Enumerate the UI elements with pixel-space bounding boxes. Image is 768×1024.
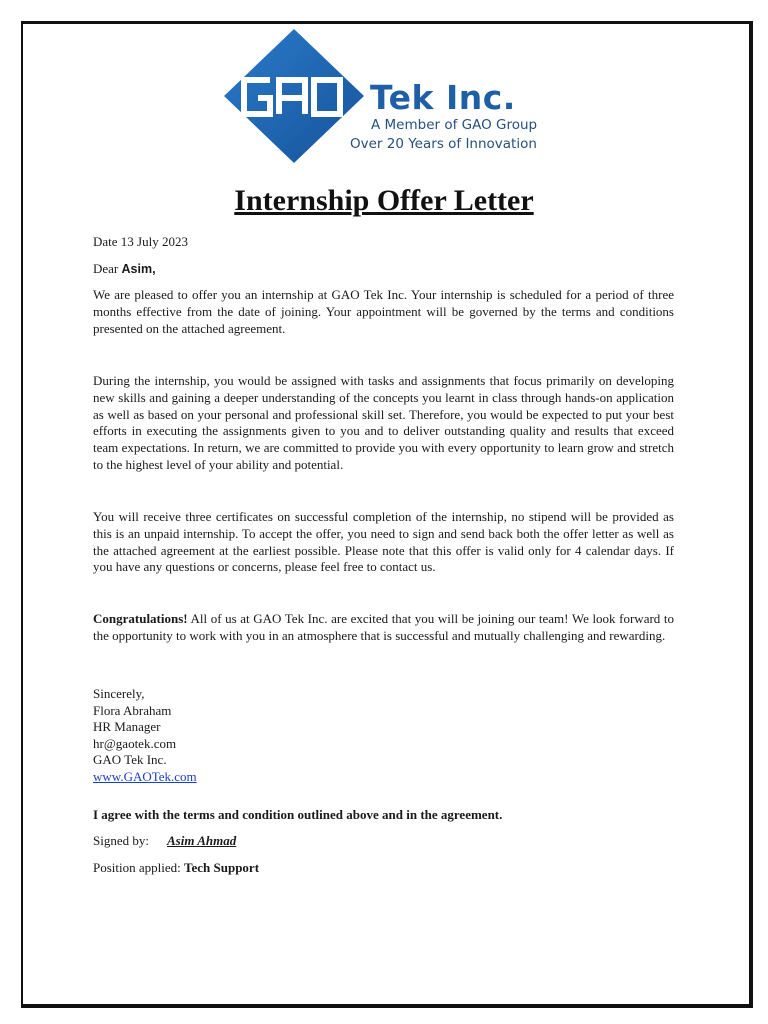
logo-tagline-member: A Member of GAO Group — [371, 117, 538, 133]
position-label: Position applied: — [93, 860, 184, 875]
position-value: Tech Support — [184, 860, 260, 875]
logo-tagline-innovation: Over 20 Years of Innovation — [350, 136, 537, 152]
paragraph-certificates: You will receive three certificates on successful completion of the internship, no stipend will be provided as this is an unpaid internship. To accept the offer, you need to sign and send back both the offer letter as well as the attached agreement at the earliest possible. Please note that this offer is valid only for 4 calendar days. If you have any questions or concerns, please feel free to contact us. — [93, 509, 674, 575]
agreement-statement: I agree with the terms and condition outlined above and in the agreement. — [93, 807, 503, 822]
sender-title: HR Manager — [93, 719, 161, 735]
sender-name: Flora Abraham — [93, 702, 172, 718]
paragraph-responsibilities: During the internship, you would be assigned with tasks and assignments that focus primarily on developing new skills and gaining a deeper understanding of the concepts you learnt in class through hands-on application as well as based on your personal and professional skill set. Therefore, you would be expected to put your best efforts in executing the assignments given to you and to deliver outstanding quality and results that exceed team expectations. In return, we are committed to provide you with every opportunity to learn grow and stretch to the highest level of your ability and potential. — [93, 373, 674, 472]
paragraph-congratulations — [93, 611, 674, 645]
sender-company: GAO Tek Inc. — [93, 752, 167, 768]
signature-name: Asim Ahmad — [166, 833, 237, 848]
salutation — [93, 261, 156, 277]
sender-block — [93, 686, 197, 786]
website-link[interactable]: www.GAOTek.com — [93, 768, 197, 784]
congratulations-lead: Congratulations! — [93, 611, 188, 626]
congratulations-rest: All of us at GAO Tek Inc. are excited that you will be joining our team! We look forward to the opportunity to work with you in an atmosphere that is successful and mutually challenging and rewarding. — [93, 611, 674, 643]
position-row — [93, 860, 259, 876]
salutation-prefix: Dear — [93, 261, 122, 276]
signed-by-row — [93, 833, 236, 849]
closing: Sincerely, — [93, 686, 145, 701]
company-logo — [224, 28, 554, 164]
sender-email: hr@gaotek.com — [93, 735, 177, 751]
page-title: Internship Offer Letter — [234, 184, 534, 217]
logo-company-name: Tek Inc. — [370, 78, 516, 117]
letter-date: Date 13 July 2023 — [93, 234, 188, 249]
recipient-name: Asim, — [121, 262, 156, 276]
signed-by-label: Signed by: — [93, 833, 149, 848]
paragraph-offer: We are pleased to offer you an internship at GAO Tek Inc. Your internship is scheduled for a period of three months effective from the date of joining. Your appointment will be governed by the terms and conditions presented on the attached agreement. — [93, 287, 674, 336]
